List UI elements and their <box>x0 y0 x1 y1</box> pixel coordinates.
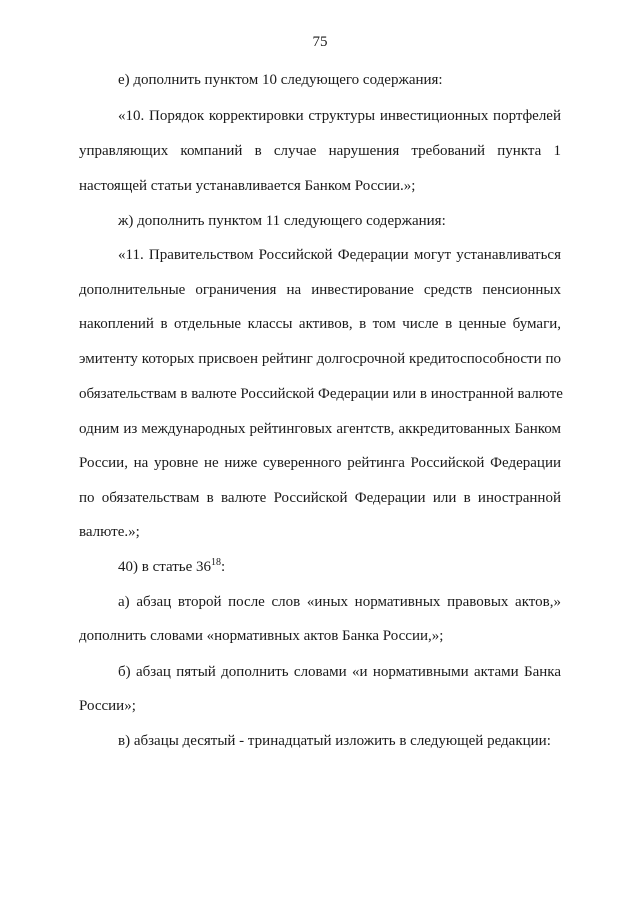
paragraph-line: «11. Правительством Российской Федерации могут устанавливаться <box>118 247 561 263</box>
paragraph-line: по обязательствам в валюте Российской Федерации или в иностранной <box>79 490 561 506</box>
paragraph-line: одним из международных рейтинговых агентств, аккредитованных Банком <box>79 421 561 437</box>
paragraph-line: России, на уровне не ниже суверенного рейтинга Российской Федерации <box>79 455 561 471</box>
paragraph-line-40 <box>118 557 561 577</box>
paragraph-line: обязательствам в валюте Российской Федерации или в иностранной валюте <box>79 386 563 402</box>
paragraph-line: дополнить словами «нормативных актов Банка России,»; <box>79 628 444 644</box>
article-superscript: 18 <box>211 557 222 568</box>
paragraph-line: дополнительные ограничения на инвестирование средств пенсионных <box>79 282 561 298</box>
article-ref-text: 40) в статье 36 <box>118 559 212 575</box>
paragraph-line: управляющих компаний в случае нарушения требований пункта 1 <box>79 143 561 159</box>
paragraph-line-v: в) абзацы десятый - тринадцатый изложить в следующей редакции: <box>118 733 551 749</box>
page-number: 75 <box>312 34 328 50</box>
paragraph-line: России»; <box>79 698 136 714</box>
article-ref-colon: : <box>221 559 226 575</box>
paragraph-line: «10. Порядок корректировки структуры инвестиционных портфелей <box>118 108 561 124</box>
paragraph-line-e: е) дополнить пунктом 10 следующего содержания: <box>118 72 443 88</box>
paragraph-line: накоплений в отдельные классы активов, в том числе в ценные бумаги, <box>79 316 561 332</box>
paragraph-line: валюте.»; <box>79 524 140 540</box>
paragraph-line: настоящей статьи устанавливается Банком России.»; <box>79 178 416 194</box>
paragraph-line-b: б) абзац пятый дополнить словами «и нормативными актами Банка <box>118 664 561 680</box>
paragraph-line-zh: ж) дополнить пунктом 11 следующего содержания: <box>118 213 446 229</box>
paragraph-line: эмитенту которых присвоен рейтинг долгосрочной кредитоспособности по <box>79 351 561 367</box>
paragraph-line-a: а) абзац второй после слов «иных нормативных правовых актов,» <box>118 594 561 610</box>
